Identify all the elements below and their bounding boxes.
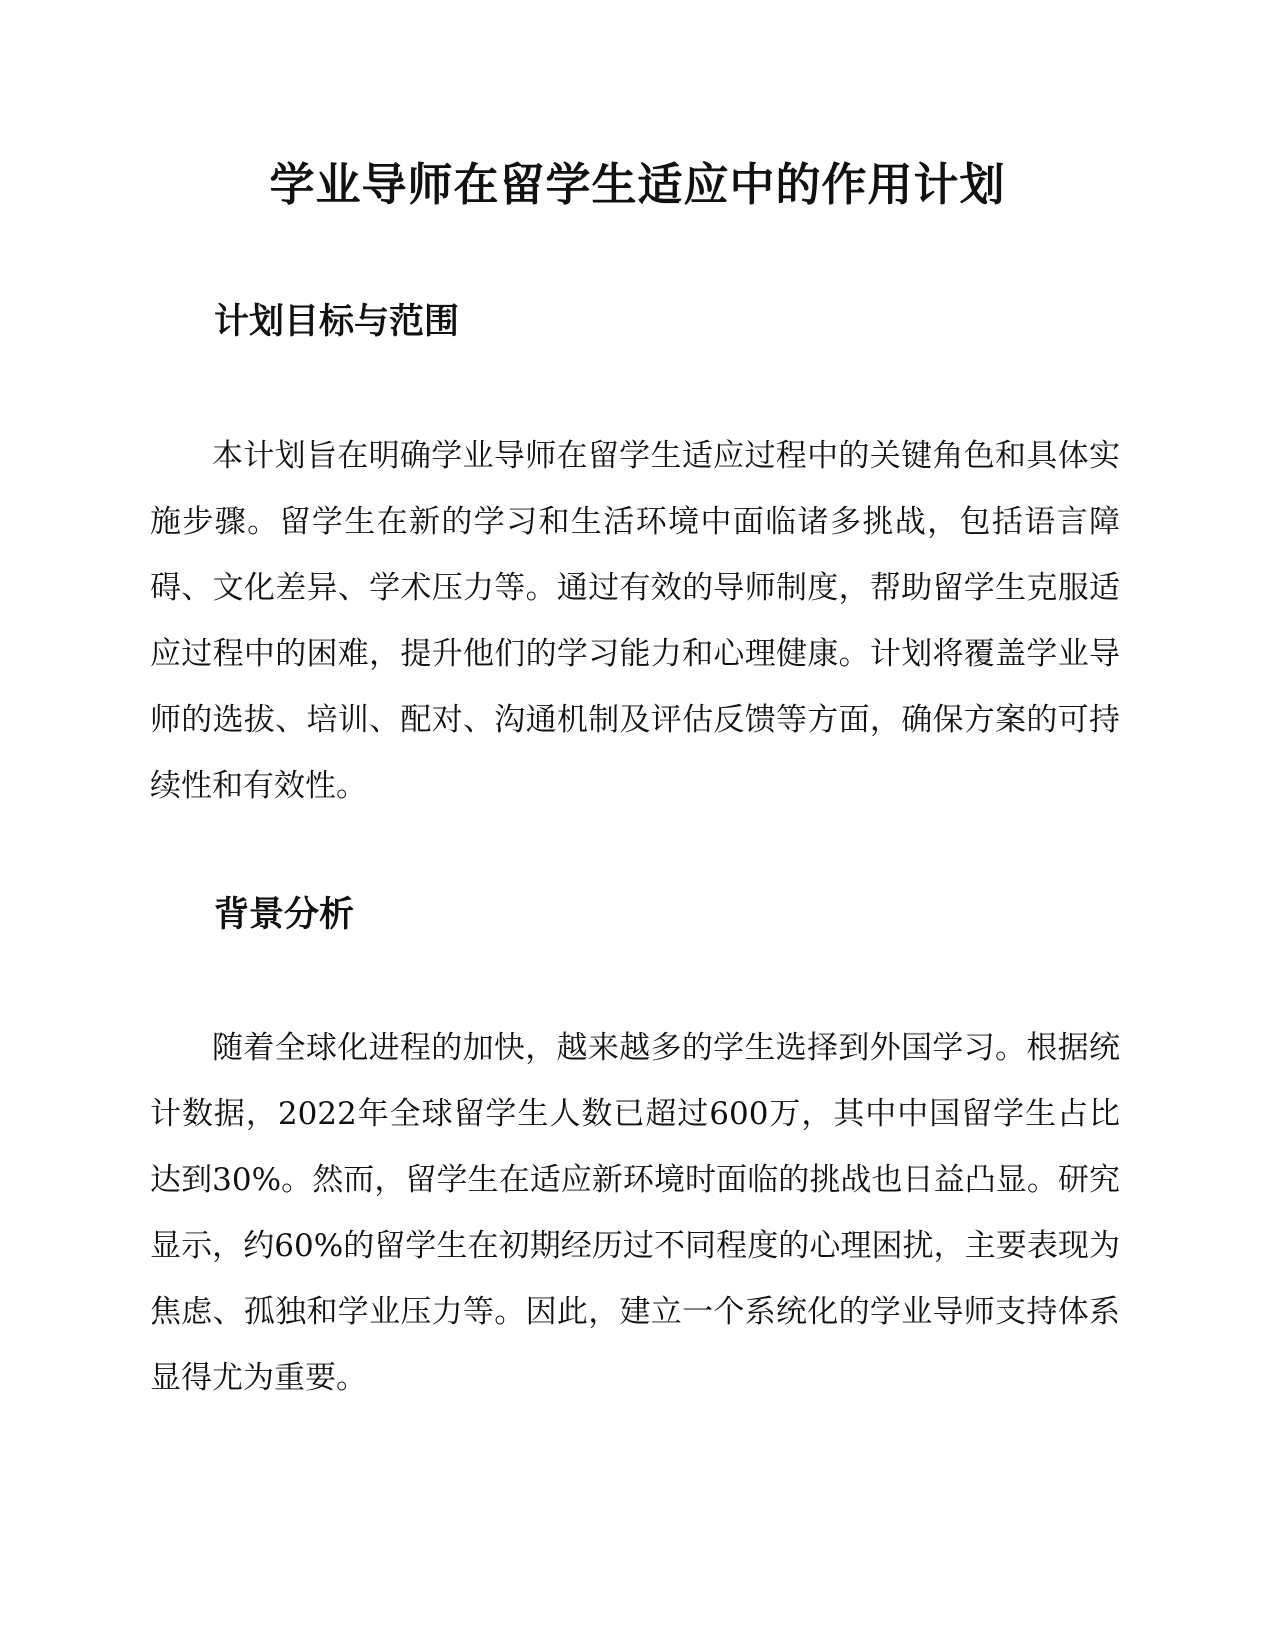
section-paragraph-goals-scope: 本计划旨在明确学业导师在留学生适应过程中的关键角色和具体实施步骤。留学生在新的学习和生活环境中面临诸多挑战，包括语言障碍、文化差异、学术压力等。通过有效的导师制度，帮助留学生克服适应过程中的困难，提升他们的学习能力和心理健康。计划将覆盖学业导师的选拔、培训、配对、沟通机制及评估反馈等方面，确保方案的可持续性和有效性。 [150,438,1120,804]
section-paragraph-background: 随着全球化进程的加快，越来越多的学生选择到外国学习。根据统计数据，2022年全球留学生人数已超过600万，其中中国留学生占比达到30%。然而，留学生在适应新环境时面临的挑战也日益凸显。研究显示，约60%的留学生在初期经历过不同程度的心理困扰，主要表现为焦虑、孤独和学业压力等。因此，建立一个系统化的学业导师支持体系显得尤为重要。 [150,1030,1120,1396]
page-title: 学业导师在留学生适应中的作用计划 [269,158,1006,211]
section-heading-goals-scope: 计划目标与范围 [214,302,460,342]
section-heading-background: 背景分析 [214,895,355,935]
